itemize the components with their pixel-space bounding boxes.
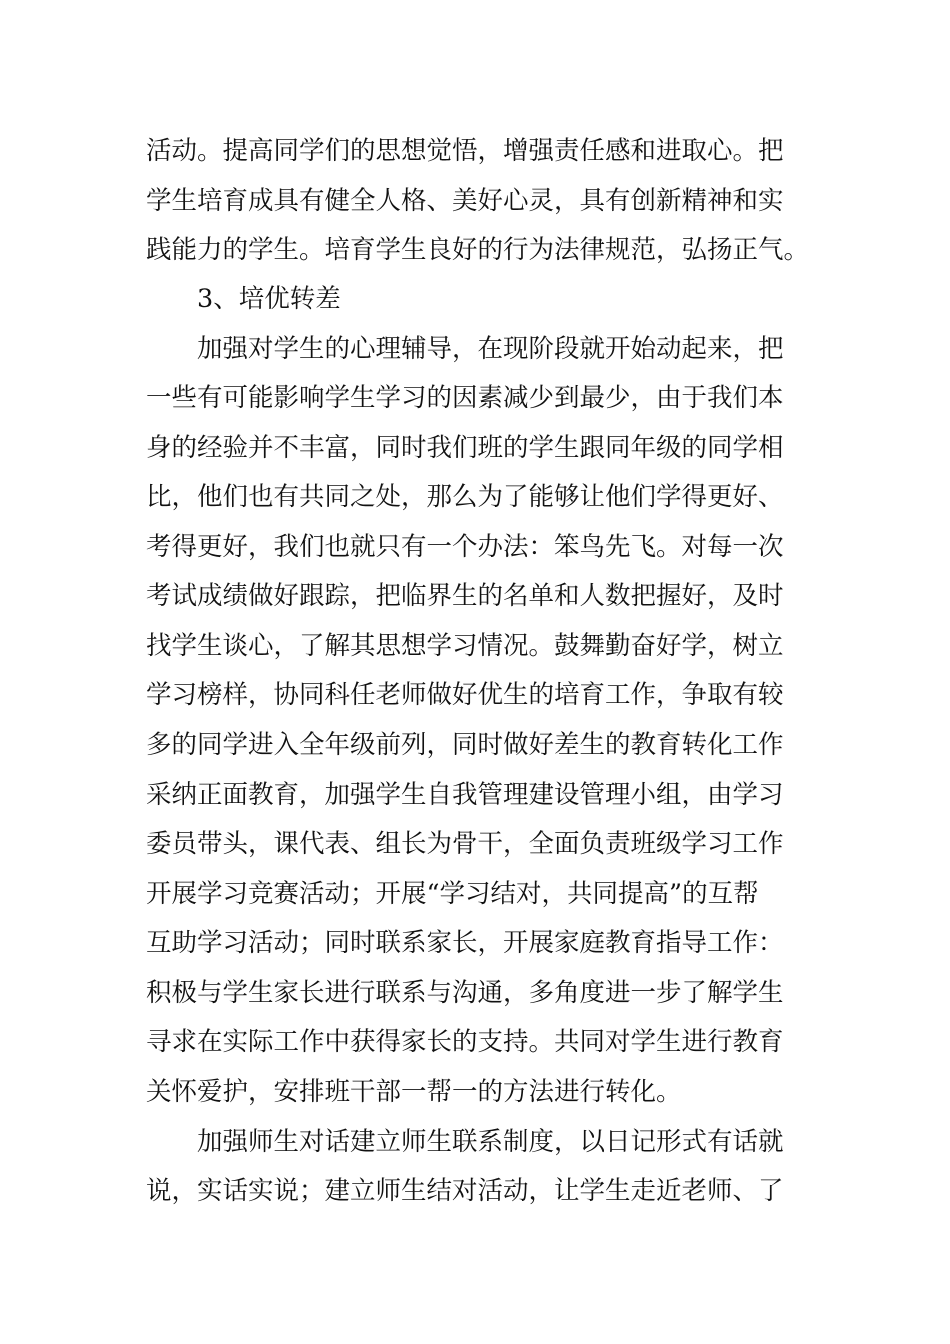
text-line: 学习榜样，协同科任老师做好优生的培育工作，争取有较 bbox=[146, 680, 784, 710]
text-line: 一些有可能影响学生学习的因素减少到最少，由于我们本 bbox=[146, 383, 784, 413]
text-line: 关怀爱护，安排班干部一帮一的方法进行转化。 bbox=[146, 1077, 682, 1107]
section-heading: 3、培优转差 bbox=[197, 284, 341, 314]
text-line: 活动。提高同学们的思想觉悟，增强责任感和进取心。把 bbox=[146, 136, 784, 166]
text-line: 寻求在实际工作中获得家长的支持。共同对学生进行教育 bbox=[146, 1027, 784, 1057]
text-line: 委员带头，课代表、组长为骨干，全面负责班级学习工作 bbox=[146, 829, 784, 859]
text-line: 加强对学生的心理辅导，在现阶段就开始动起来，把 bbox=[197, 334, 784, 364]
text-line: 践能力的学生。培育学生良好的行为法律规范，弘扬正气。 bbox=[146, 235, 810, 265]
text-line: 身的经验并不丰富，同时我们班的学生跟同年级的同学相 bbox=[146, 433, 784, 463]
text-line: 比，他们也有共同之处，那么为了能够让他们学得更好、 bbox=[146, 482, 784, 512]
text-line: 互助学习活动；同时联系家长，开展家庭教育指导工作： bbox=[146, 928, 784, 958]
text-line: 考得更好，我们也就只有一个办法：笨鸟先飞。对每一次 bbox=[146, 532, 784, 562]
text-line: 积极与学生家长进行联系与沟通，多角度进一步了解学生 bbox=[146, 978, 784, 1008]
text-line: 说，实话实说；建立师生结对活动，让学生走近老师、了 bbox=[146, 1176, 784, 1206]
text-line: 加强师生对话建立师生联系制度，以日记形式有话就 bbox=[197, 1127, 784, 1157]
text-line: 考试成绩做好跟踪，把临界生的名单和人数把握好，及时 bbox=[146, 581, 784, 611]
text-line: 学生培育成具有健全人格、美好心灵，具有创新精神和实 bbox=[146, 186, 784, 216]
text-line: 多的同学进入全年级前列，同时做好差生的教育转化工作 bbox=[146, 730, 784, 760]
text-line: 采纳正面教育，加强学生自我管理建设管理小组，由学习 bbox=[146, 780, 784, 810]
text-line: 找学生谈心，了解其思想学习情况。鼓舞勤奋好学，树立 bbox=[146, 631, 784, 661]
text-line: 开展学习竞赛活动；开展“学习结对，共同提高”的互帮 bbox=[146, 879, 759, 909]
